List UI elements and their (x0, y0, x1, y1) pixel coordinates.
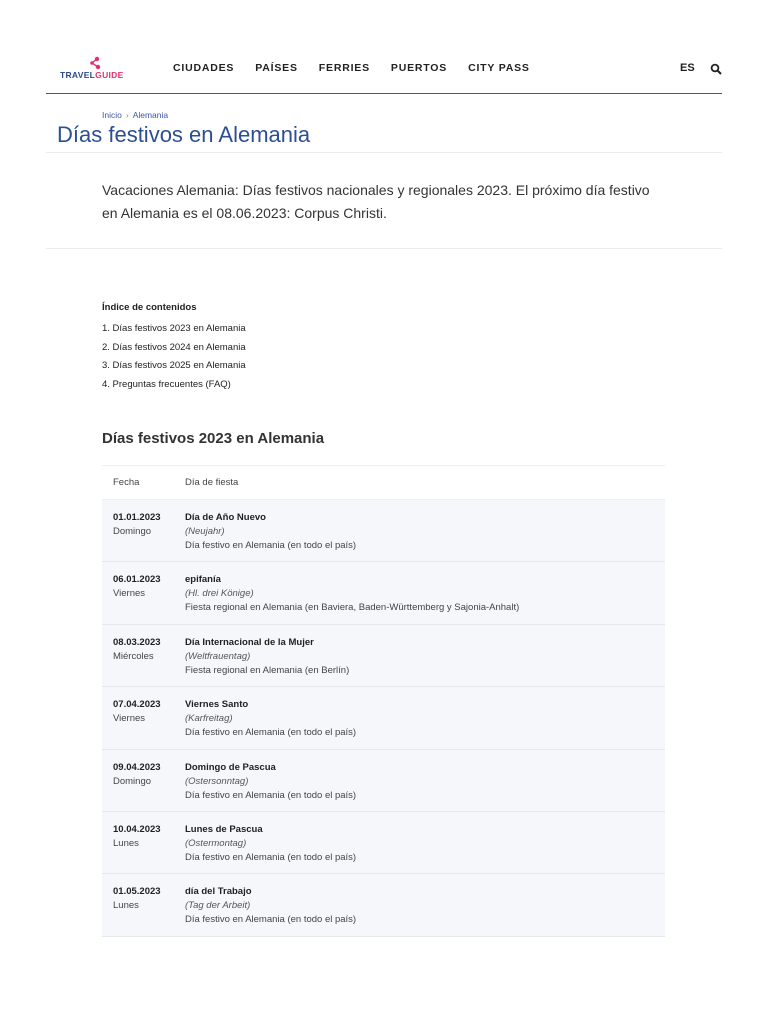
logo-text-guide: GUIDE (95, 70, 124, 80)
row-weekday: Domingo (113, 775, 152, 787)
breadcrumb (102, 110, 168, 120)
row-holiday-name: Día Internacional de la Mujer (185, 636, 314, 648)
row-original-name: (Tag der Arbeit) (185, 900, 251, 912)
nav-item-city-pass[interactable]: CITY PASS (468, 62, 530, 74)
breadcrumb-current[interactable]: Alemania (132, 110, 169, 120)
table-row (102, 500, 665, 562)
intro-text: Vacaciones Alemania: Días festivos nacionales y regionales 2023. El próximo día festivo en Alemania es el 08.06.2023: Corpus Christi. (102, 182, 650, 221)
row-date: 01.01.2023 (113, 512, 161, 523)
row-description: Día festivo en Alemania (en todo el país) (185, 727, 357, 739)
row-holiday-name: Día de Año Nuevo (185, 512, 266, 523)
divider (46, 248, 722, 249)
table-row (102, 812, 665, 874)
row-date: 08.03.2023 (113, 636, 161, 648)
row-description: Día festivo en Alemania (en todo el país) (185, 540, 357, 551)
column-header-holiday: Día de fiesta (185, 477, 239, 488)
row-date: 01.05.2023 (113, 886, 161, 898)
language-selector[interactable]: ES (680, 62, 695, 74)
nav-item-puertos[interactable]: PUERTOS (390, 62, 448, 74)
row-original-name: (Neujahr) (185, 526, 225, 537)
row-date: 09.04.2023 (113, 761, 161, 773)
row-date: 10.04.2023 (113, 823, 161, 835)
section-title: Días festivos 2023 en Alemania (102, 430, 325, 447)
toc-item[interactable]: 1. Días festivos 2023 en Alemania (102, 323, 246, 334)
toc-title: Índice de contenidos (102, 302, 197, 313)
row-description: Día festivo en Alemania (en todo el país) (185, 914, 357, 926)
row-holiday-name: epifanía (185, 574, 221, 586)
table-row (102, 562, 665, 624)
column-header-date: Fecha (113, 477, 140, 488)
breadcrumb-home-link[interactable]: Inicio (102, 110, 122, 120)
row-weekday: Lunes (113, 837, 139, 849)
table-row (102, 750, 665, 812)
travelguide-logo[interactable] (60, 54, 130, 84)
breadcrumb-separator: › (125, 110, 129, 120)
row-weekday: Lunes (113, 900, 139, 912)
row-weekday: Viernes (113, 588, 146, 600)
row-weekday: Viernes (113, 713, 146, 725)
row-weekday: Miércoles (113, 650, 154, 662)
row-holiday-name: Viernes Santo (185, 699, 249, 711)
holidays-table (102, 465, 665, 937)
divider (46, 152, 722, 153)
site-header (46, 0, 722, 94)
nav-item-ciudades[interactable]: CIUDADES (173, 62, 235, 74)
row-holiday-name: día del Trabajo (185, 886, 252, 898)
logo-text (60, 70, 124, 80)
nav-item-paises[interactable]: PAÍSES (255, 62, 298, 74)
row-holiday-name: Domingo de Pascua (185, 761, 276, 773)
row-original-name: (Weltfrauentag) (185, 650, 251, 662)
table-row (102, 687, 665, 749)
nav-item-ferries[interactable]: FERRIES (318, 62, 370, 74)
table-of-contents (102, 302, 246, 394)
row-original-name: (Ostersonntag) (185, 775, 249, 787)
row-date: 06.01.2023 (113, 574, 161, 586)
main-nav (173, 62, 551, 74)
logo-text-travel: TRAVEL (60, 70, 96, 80)
row-original-name: (Ostermontag) (185, 837, 247, 849)
table-row (102, 874, 665, 936)
travelguide-logo-icon (88, 56, 102, 70)
row-holiday-name: Lunes de Pascua (185, 823, 263, 835)
row-description: Día festivo en Alemania (en todo el país) (185, 789, 357, 801)
row-original-name: (Hl. drei Könige) (185, 588, 254, 600)
row-weekday: Domingo (113, 526, 152, 537)
search-icon[interactable] (710, 63, 722, 75)
page-title: Días festivos en Alemania (57, 122, 311, 147)
table-row (102, 625, 665, 687)
table-header (102, 465, 665, 500)
toc-item[interactable]: 4. Preguntas frecuentes (FAQ) (102, 378, 231, 390)
row-date: 07.04.2023 (113, 699, 161, 711)
row-description: Fiesta regional en Alemania (en Berlín) (185, 664, 350, 676)
row-original-name: (Karfreitag) (185, 713, 233, 725)
row-description: Día festivo en Alemania (en todo el país) (185, 851, 357, 863)
toc-item[interactable]: 2. Días festivos 2024 en Alemania (102, 341, 246, 353)
row-description: Fiesta regional en Alemania (en Baviera, Baden-Württemberg y Sajonia-Anhalt) (185, 602, 520, 614)
toc-item[interactable]: 3. Días festivos 2025 en Alemania (102, 360, 246, 371)
